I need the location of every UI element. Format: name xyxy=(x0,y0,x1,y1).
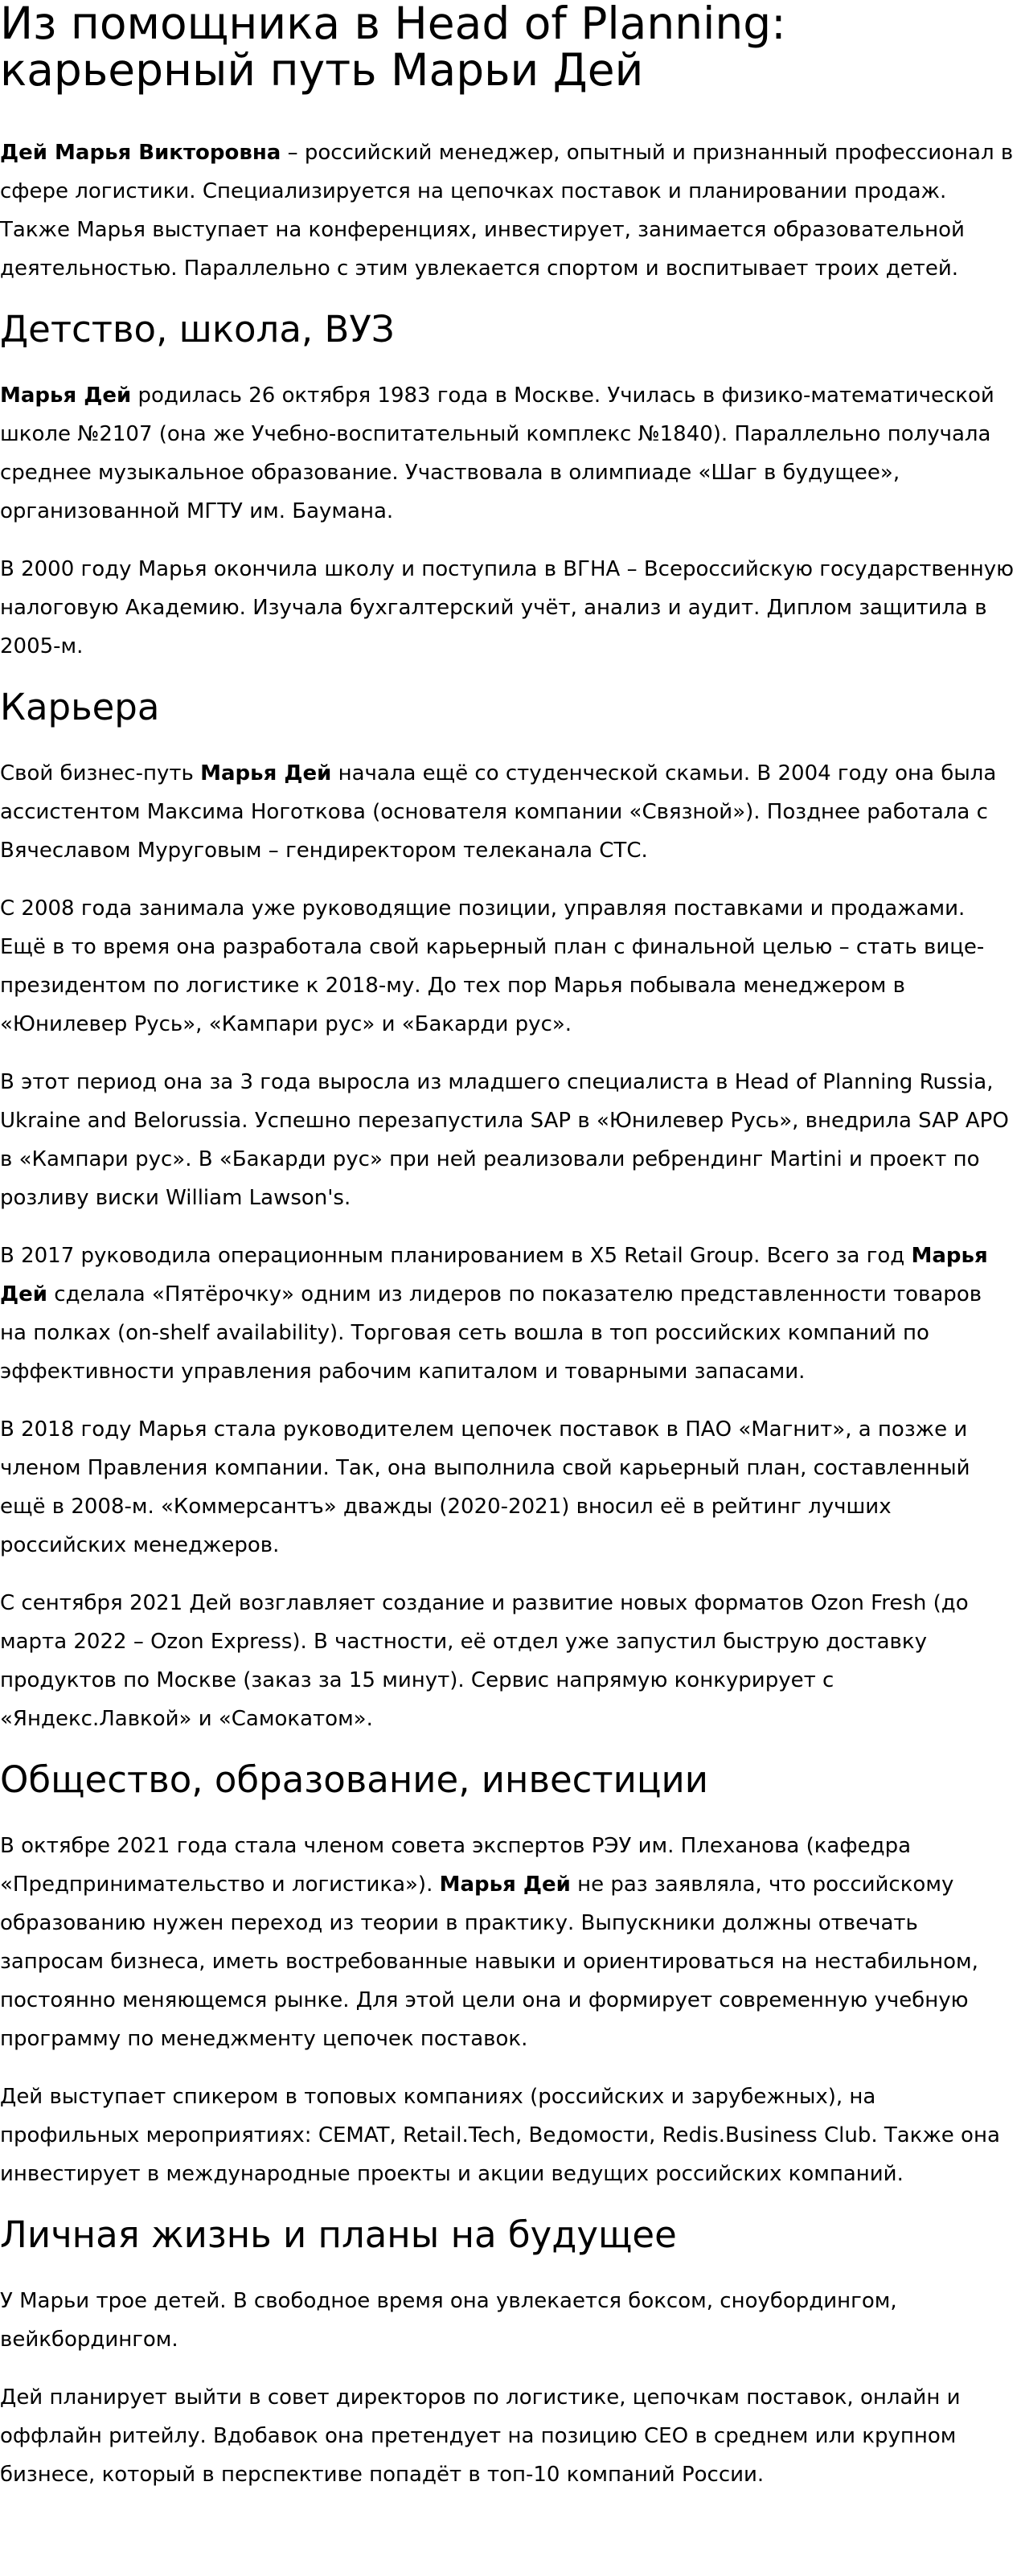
paragraph-text: В 2017 руководила операционным планированием в X5 Retail Group. Всего за год xyxy=(0,1244,912,1268)
paragraph: Дей выступает спикером в топовых компаниях (российских и зарубежных), на профильных мероприятиях: CEMAT, Retail.Tech, Ведомости, Redis.Business Club. Также она инвестирует в международные проекты и акции ведущих российских компаний. xyxy=(0,2085,1000,2186)
paragraph xyxy=(0,1827,1015,2058)
paragraph-text: Свой бизнес-путь xyxy=(0,761,201,786)
paragraph: В 2000 году Марья окончила школу и поступила в ВГНА – Всероссийскую государственную налоговую Академию. Изучала бухгалтерский учёт, анализ и аудит. Диплом защитила в 2005-м. xyxy=(0,557,1014,658)
intro-bold-name: Дей Марья Викторовна xyxy=(0,141,281,165)
section-heading-childhood: Детство, школа, ВУЗ xyxy=(0,308,395,351)
paragraph xyxy=(0,1237,1015,1391)
intro-paragraph xyxy=(0,133,1015,288)
intro-text: – российский менеджер, опытный и признанный профессионал в сфере логистики. Специализируется на цепочках поставок и планировании продаж. Также Марья выступает на конференциях, инвестирует, занимается образовательной деятельностью. Параллельно с этим увлекается спортом и воспитывает троих детей. xyxy=(0,141,1014,281)
paragraph-text: сделала «Пятёрочку» одним из лидеров по показателю представленности товаров на полках (on-shelf availability). Торговая сеть вошла в топ российских компаний по эффективности управления рабочим капиталом и товарными запасами. xyxy=(0,1282,982,1384)
paragraph-text: не раз заявляла, что российскому образованию нужен переход из теории в практику. Выпускники должны отвечать запросам бизнеса, иметь востребованные навыки и ориентироваться на нестабильном, постоянно меняющемся рынке. Для этой цели она и формирует современную учебную программу по менеджменту цепочек поставок. xyxy=(0,1873,978,2051)
paragraph: Дей планирует выйти в совет директоров по логистике, цепочкам поставок, онлайн и оффлайн ритейлу. Вдобавок она претендует на позицию CEO в среднем или крупном бизнесе, который в перспективе попадёт в топ-10 компаний России. xyxy=(0,2385,961,2487)
section-society xyxy=(0,1758,1015,2193)
bold-name: Марья Дей xyxy=(0,384,132,408)
bold-name: Марья Дей xyxy=(200,761,332,786)
paragraph: С 2008 года занимала уже руководящие позиции, управляя поставками и продажами. Ещё в то время она разработала свой карьерный план с финальной целью – стать вице-президентом по логистике к 2018-му. До тех пор Марья побывала менеджером в «Юнилевер Русь», «Кампари рус» и «Бакарди рус». xyxy=(0,896,985,1036)
paragraph: В 2018 году Марья стала руководителем цепочек поставок в ПАО «Магнит», а позже и членом Правления компании. Так, она выполнила свой карьерный план, составленный ещё в 2008-м. «Коммерсантъ» дважды (2020-2021) вносил её в рейтинг лучших российских менеджеров. xyxy=(0,1417,970,1557)
paragraph: В этот период она за 3 года выросла из младшего специалиста в Head of Planning Russia, Ukraine and Belorussia. Успешно перезапустила SAP в «Юнилевер Русь», внедрила SAP APO в «Кампари рус». В «Бакарди рус» при ней реализовали ребрендинг Martini и проект по розливу виски William Lawson's. xyxy=(0,1070,1009,1210)
paragraph xyxy=(0,376,1015,531)
bold-name: Марья Дей xyxy=(0,1244,988,1306)
section-personal xyxy=(0,2213,1015,2494)
section-childhood xyxy=(0,307,1015,666)
section-heading-personal: Личная жизнь и планы на будущее xyxy=(0,2213,677,2256)
bold-name: Марья Дей xyxy=(439,1873,571,1897)
paragraph-text: начала ещё со студенческой скамьи. В 2004 году она была ассистентом Максима Ноготкова (основателя компании «Связной»). Позднее работала с Вячеславом Муруговым – гендиректором телеканала СТС. xyxy=(0,761,997,863)
page-title: Из помощника в Head of Planning: карьерный путь Марьи Дей xyxy=(0,0,786,96)
paragraph-text: В октябре 2021 года стала членом совета экспертов РЭУ им. Плеханова (кафедра «Предпринимательство и логистика»). xyxy=(0,1834,912,1897)
section-heading-career: Карьера xyxy=(0,686,160,728)
paragraph: С сентября 2021 Дей возглавляет создание и развитие новых форматов Ozon Fresh (до марта 2022 – Ozon Express). В частности, её отдел уже запустил быструю доставку продуктов по Москве (заказ за 15 минут). Сервис напрямую конкурирует с «Яндекс.Лавкой» и «Самокатом». xyxy=(0,1591,969,1731)
section-career xyxy=(0,685,1015,1738)
paragraph: У Марьи трое детей. В свободное время она увлекается боксом, сноубордингом, вейкбордингом. xyxy=(0,2289,897,2352)
section-heading-society: Общество, образование, инвестиции xyxy=(0,1758,708,1801)
paragraph-text: родилась 26 октября 1983 года в Москве. Училась в физико-математической школе №2107 (она же Учебно-воспитательный комплекс №1840). Параллельно получала среднее музыкальное образование. Участвовала в олимпиаде «Шаг в будущее», организованной МГТУ им. Баумана. xyxy=(0,384,994,523)
paragraph xyxy=(0,754,1015,870)
